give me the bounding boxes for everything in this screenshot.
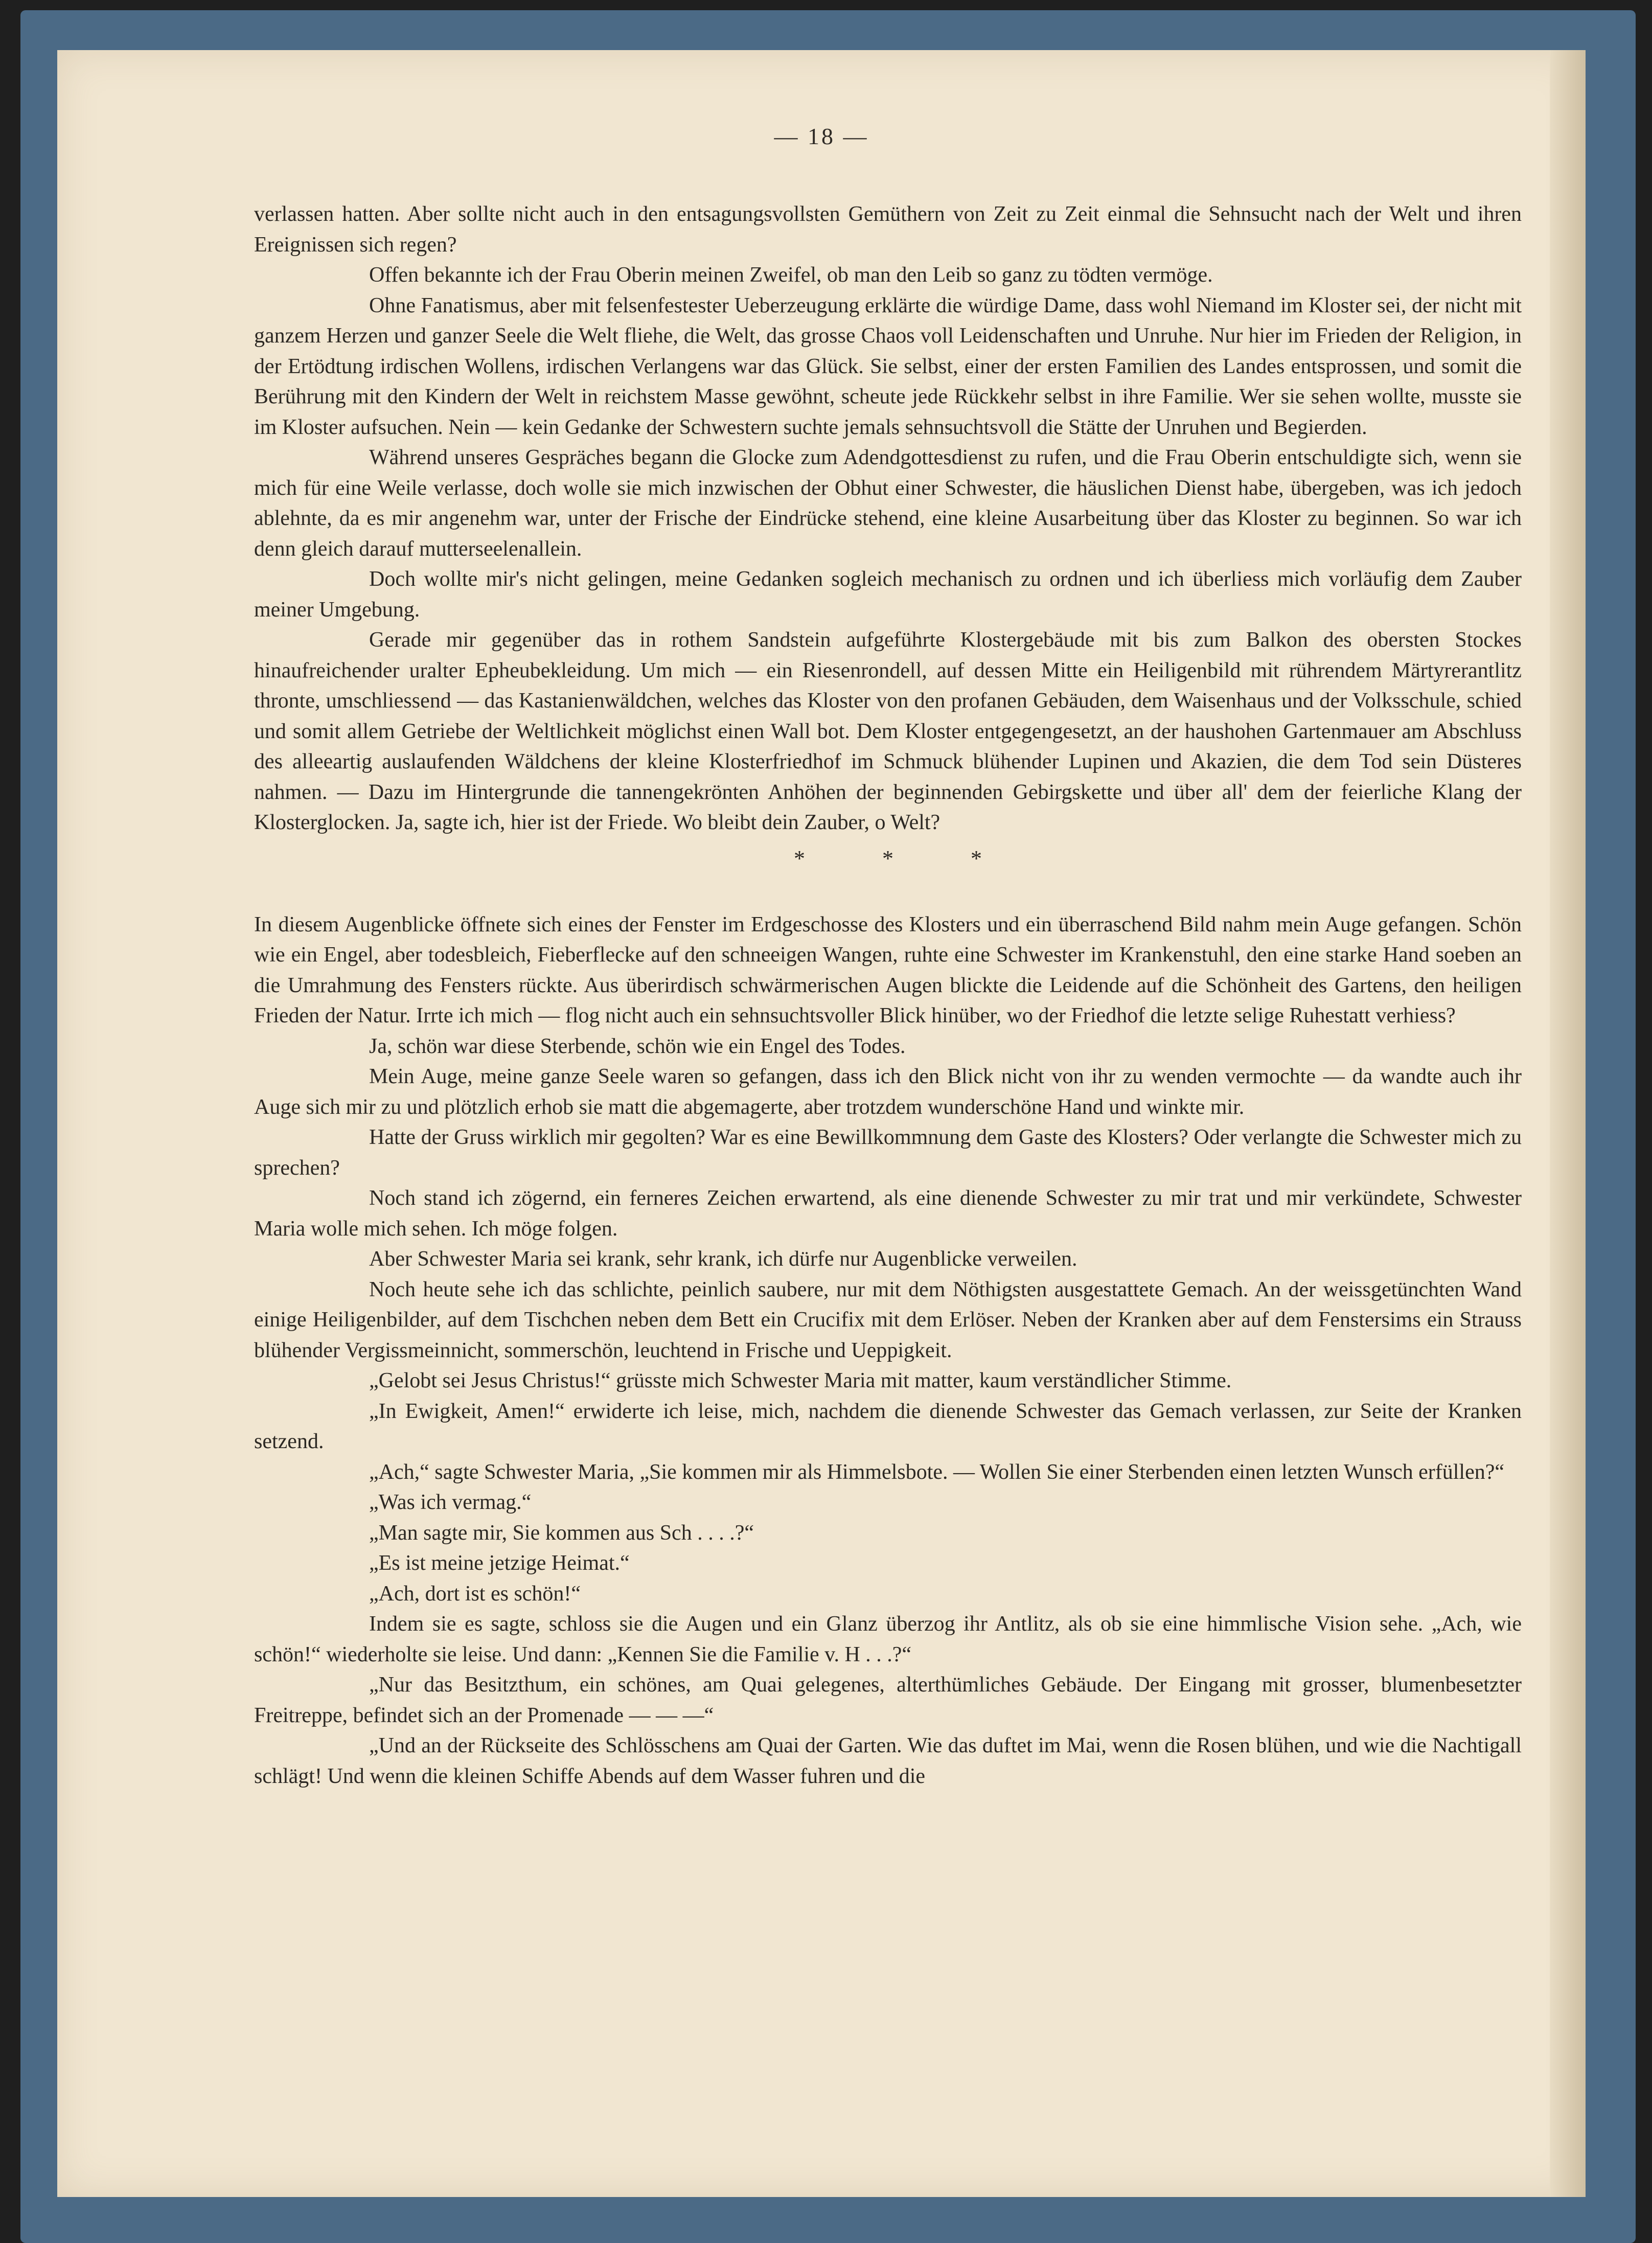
paragraph: Ja, schön war diese Sterbende, schön wie ein Engel des Todes.: [369, 1034, 906, 1058]
paragraph: Hatte der Gruss wirklich mir gegolten? War es eine Bewillkommnung dem Gaste des Klosters? Oder verlangte die Schwester mich zu sprechen?: [254, 1126, 1522, 1180]
paragraph: Noch heute sehe ich das schlichte, peinlich saubere, nur mit dem Nöthigsten ausgestattete Gemach. An der weissgetünchten Wand einige Heiligenbilder, auf dem Tischchen neben dem Bett ein Crucifix mit dem Erlöser. Neben der Kranken aber auf dem Fenstersims ein Strauss blühender Vergissmeinnicht, sommerschön, leuchtend in Frische und Ueppigkeit.: [254, 1277, 1522, 1362]
paragraph: „Und an der Rückseite des Schlösschens am Quai der Garten. Wie das duftet im Mai, wenn die Rosen blühen, und wie die Nachtigall schlägt! Und wenn die kleinen Schiffe Abends auf dem Wasser fuhren und die: [254, 1734, 1522, 1788]
paragraph: Offen bekannte ich der Frau Oberin meinen Zweifel, ob man den Leib so ganz zu tödten vermöge.: [369, 263, 1213, 287]
paragraph: Indem sie es sagte, schloss sie die Augen und ein Glanz überzog ihr Antlitz, als ob sie eine himmlische Vision sehe. „Ach, wie schön!“ wiederholte sie leise. Und dann: „Kennen Sie die Familie v. H . . .?“: [254, 1612, 1522, 1666]
paragraph: „Gelobt sei Jesus Christus!“ grüsste mich Schwester Maria mit matter, kaum verständlicher Stimme.: [369, 1369, 1232, 1392]
body-text: [254, 199, 1522, 1792]
paragraph: Noch stand ich zögernd, ein ferneres Zeichen erwartend, als eine dienende Schwester zu mir trat und mir verkündete, Schwester Maria wolle mich sehen. Ich möge folgen.: [254, 1186, 1522, 1241]
paragraph: In diesem Augenblicke öffnete sich eines der Fenster im Erdgeschosse des Klosters und ein überraschend Bild nahm mein Auge gefangen. Schön wie ein Engel, aber todesbleich, Fieberflecke auf den schneeigen Wangen, ruhte eine Schwester im Krankenstuhl, den eine starke Hand soeben an die Umrahmung des Fensters rückte. Aus überirdisch schwärmerischen Augen blickte die Leidende auf die Schönheit des Gartens, den heiligen Frieden der Natur. Irrte ich mich — flog nicht auch ein sehnsuchtsvoller Blick hinüber, wo der Friedhof die letzte selige Ruhestatt verhiess?: [254, 912, 1522, 1027]
document-page: [57, 50, 1586, 2197]
page-spine-edge: [1550, 50, 1586, 2197]
paragraph: Mein Auge, meine ganze Seele waren so gefangen, dass ich den Blick nicht von ihr zu wenden vermochte — da wandte auch ihr Auge sich mir zu und plötzlich erhob sie matt die abgemagerte, aber trotzdem wunderschöne Hand und winkte mir.: [254, 1065, 1522, 1119]
section-after-break: [254, 910, 1522, 1792]
paragraph: „Was ich vermag.“: [369, 1491, 532, 1514]
section-before-break: [254, 199, 1522, 838]
section-separator: * * *: [794, 845, 1018, 871]
paragraph: „Es ist meine jetzige Heimat.“: [369, 1551, 630, 1575]
paragraph: „Ach,“ sagte Schwester Maria, „Sie kommen mir als Himmelsbote. — Wollen Sie einer Sterbenden einen letzten Wunsch erfüllen?“: [369, 1460, 1505, 1484]
paragraph: Gerade mir gegenüber das in rothem Sandstein aufgeführte Klostergebäude mit bis zum Balkon des obersten Stockes hinaufreichender uralter Epheubekleidung. Um mich — ein Riesenrondell, auf dessen Mitte ein Heiligenbild mit rührendem Märtyrerantlitz thronte, umschliessend — das Kastanienwäldchen, welches das Kloster von den profanen Gebäuden, dem Waisenhaus und der Volksschule, schied und somit allem Getriebe der Weltlichkeit möglichst einen Wall bot. Dem Kloster entgegengesetzt, an der haushohen Gartenmauer am Abschluss des alleeartig auslaufenden Wäldchens der kleine Klosterfriedhof im Schmuck blühender Lupinen und Akazien, die dem Tod sein Düsteres nahmen. — Dazu im Hintergrunde die tannengekrönten Anhöhen der beginnenden Gebirgskette und über all' dem der feierliche Klang der Klosterglocken. Ja, sagte ich, hier ist der Friede. Wo bleibt dein Zauber, o Welt?: [254, 628, 1522, 834]
paragraph: Aber Schwester Maria sei krank, sehr krank, ich dürfe nur Augenblicke verweilen.: [369, 1247, 1077, 1271]
paragraph: Doch wollte mir's nicht gelingen, meine Gedanken sogleich mechanisch zu ordnen und ich überliess mich vorläufig dem Zauber meiner Umgebung.: [254, 567, 1522, 622]
paragraph: Ohne Fanatismus, aber mit felsenfestester Ueberzeugung erklärte die würdige Dame, dass wohl Niemand im Kloster sei, der nicht mit ganzem Herzen und ganzer Seele die Welt fliehe, die Welt, das grosse Chaos voll Leidenschaften und Unruhe. Nur hier im Frieden der Religion, in der Ertödtung irdischen Wollens, irdischen Verlangens war das Glück. Sie selbst, einer der ersten Familien des Landes entsprossen, und somit die Berührung mit den Kindern der Welt in reichstem Masse gewöhnt, scheute jede Rückkehr selbst in ihre Familie. Wer sie sehen wollte, musste sie im Kloster aufsuchen. Nein — kein Gedanke der Schwestern suchte jemals sehnsuchtsvoll die Stätte der Unruhen und Begierden.: [254, 293, 1522, 439]
page-number: — 18 —: [774, 123, 869, 149]
paragraph: verlassen hatten. Aber sollte nicht auch in den entsagungsvollsten Gemüthern von Zeit zu Zeit einmal die Sehnsucht nach der Welt und ihren Ereignissen sich regen?: [254, 202, 1522, 257]
paragraph: „Man sagte mir, Sie kommen aus Sch . . . .?“: [369, 1521, 754, 1545]
paragraph: „Nur das Besitzthum, ein schönes, am Quai gelegenes, alterthümliches Gebäude. Der Eingang mit grosser, blumenbesetzter Freitreppe, befindet sich an der Promenade — — —“: [254, 1673, 1522, 1727]
paragraph: „In Ewigkeit, Amen!“ erwiderte ich leise, mich, nachdem die dienende Schwester das Gemach verlassen, zur Seite der Kranken setzend.: [254, 1399, 1522, 1453]
paragraph: „Ach, dort ist es schön!“: [369, 1582, 581, 1606]
paragraph: Während unseres Gespräches begann die Glocke zum Adendgottesdienst zu rufen, und die Frau Oberin entschuldigte sich, wenn sie mich für eine Weile verlasse, doch wolle sie mich inzwischen der Obhut einer Schwester, die häuslichen Dienst habe, übergeben, was ich jedoch ablehnte, da es mir angenehm war, unter der Frische der Eindrücke stehend, eine kleine Ausarbeitung über das Kloster zu beginnen. So war ich denn gleich darauf mutterseelenallein.: [254, 446, 1522, 561]
